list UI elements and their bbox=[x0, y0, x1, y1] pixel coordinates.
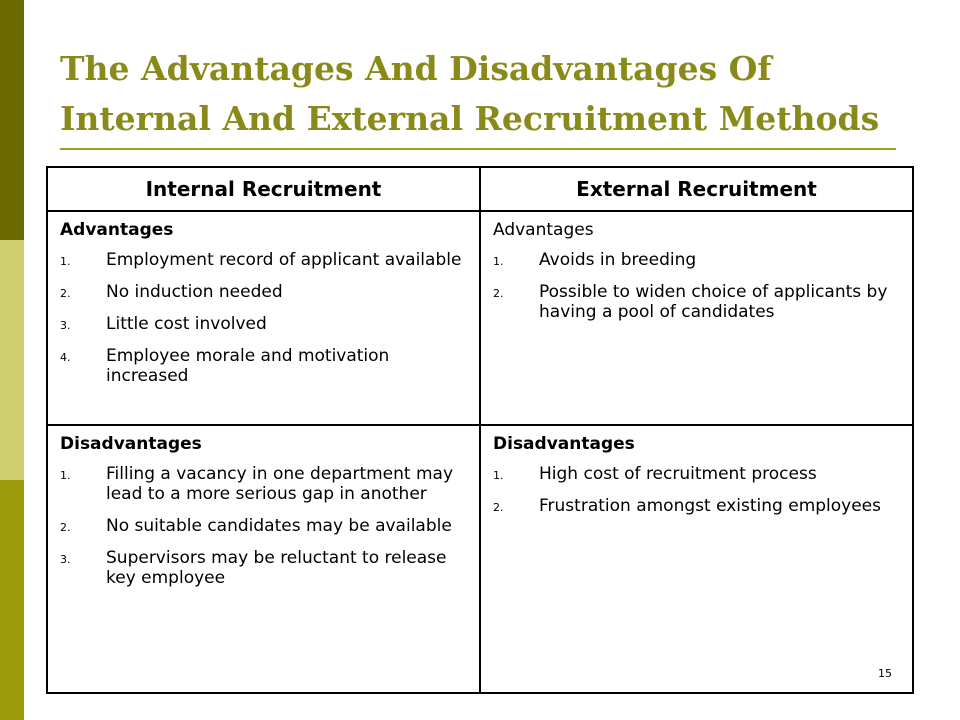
list-item bbox=[493, 282, 902, 322]
header-internal-recruitment: Internal Recruitment bbox=[47, 167, 480, 211]
list-item-text: No suitable candidates may be available bbox=[106, 516, 452, 536]
sidebar-segment-dark bbox=[0, 0, 24, 240]
external-advantages-cell bbox=[480, 211, 913, 425]
external-advantages-heading: Advantages bbox=[493, 220, 594, 240]
list-item bbox=[493, 250, 902, 270]
internal-disadvantages-heading: Disadvantages bbox=[60, 434, 202, 454]
list-number: 3. bbox=[60, 319, 71, 332]
list-number: 1. bbox=[60, 469, 71, 482]
list-item bbox=[60, 346, 469, 386]
list-item-text: Possible to widen choice of applicants by having a pool of candidates bbox=[539, 282, 888, 322]
sidebar-segment-light bbox=[0, 240, 24, 480]
external-disadvantages-heading: Disadvantages bbox=[493, 434, 635, 454]
slide-title-line-2: Internal And External Recruitment Methods bbox=[60, 99, 880, 138]
list-number: 2. bbox=[493, 287, 504, 300]
list-item bbox=[60, 250, 469, 270]
list-item-text: Little cost involved bbox=[106, 314, 267, 334]
title-underline bbox=[60, 148, 896, 150]
advantages-row bbox=[47, 211, 913, 425]
list-number: 1. bbox=[493, 255, 504, 268]
list-item-text: Filling a vacancy in one department may lead to a more serious gap in another bbox=[106, 464, 454, 504]
list-number: 2. bbox=[60, 521, 71, 534]
sidebar-segment-mid bbox=[0, 480, 24, 720]
table-header-row bbox=[47, 167, 913, 211]
internal-advantages-list bbox=[60, 250, 469, 386]
list-item bbox=[60, 464, 469, 504]
disadvantages-row bbox=[47, 425, 913, 693]
external-disadvantages-list bbox=[493, 464, 902, 516]
external-advantages-list bbox=[493, 250, 902, 322]
list-item bbox=[493, 496, 902, 516]
list-item-text: High cost of recruitment process bbox=[539, 464, 817, 484]
list-item bbox=[60, 516, 469, 536]
slide-title-line-1: The Advantages And Disadvantages Of bbox=[60, 49, 772, 88]
list-item bbox=[493, 464, 902, 484]
decorative-sidebar bbox=[0, 0, 24, 720]
list-item-text: Supervisors may be reluctant to release key employee bbox=[106, 548, 447, 588]
list-number: 2. bbox=[493, 501, 504, 514]
slide-title bbox=[60, 44, 920, 144]
list-number: 3. bbox=[60, 553, 71, 566]
list-item-text: Frustration amongst existing employees bbox=[539, 496, 882, 516]
list-number: 1. bbox=[60, 255, 71, 268]
recruitment-comparison-table bbox=[46, 166, 914, 694]
list-item-text: Avoids in breeding bbox=[539, 250, 697, 270]
list-item-text: Employment record of applicant available bbox=[106, 250, 462, 270]
list-item bbox=[60, 282, 469, 302]
list-number: 4. bbox=[60, 351, 71, 364]
list-item-text: No induction needed bbox=[106, 282, 283, 302]
slide-page-number: 15 bbox=[878, 667, 892, 680]
internal-advantages-cell bbox=[47, 211, 480, 425]
list-item bbox=[60, 548, 469, 588]
list-item-text: Employee morale and motivation increased bbox=[106, 346, 390, 386]
list-number: 2. bbox=[60, 287, 71, 300]
external-disadvantages-cell bbox=[480, 425, 913, 693]
internal-disadvantages-list bbox=[60, 464, 469, 588]
list-number: 1. bbox=[493, 469, 504, 482]
internal-disadvantages-cell bbox=[47, 425, 480, 693]
header-external-recruitment: External Recruitment bbox=[480, 167, 913, 211]
list-item bbox=[60, 314, 469, 334]
internal-advantages-heading: Advantages bbox=[60, 220, 174, 240]
